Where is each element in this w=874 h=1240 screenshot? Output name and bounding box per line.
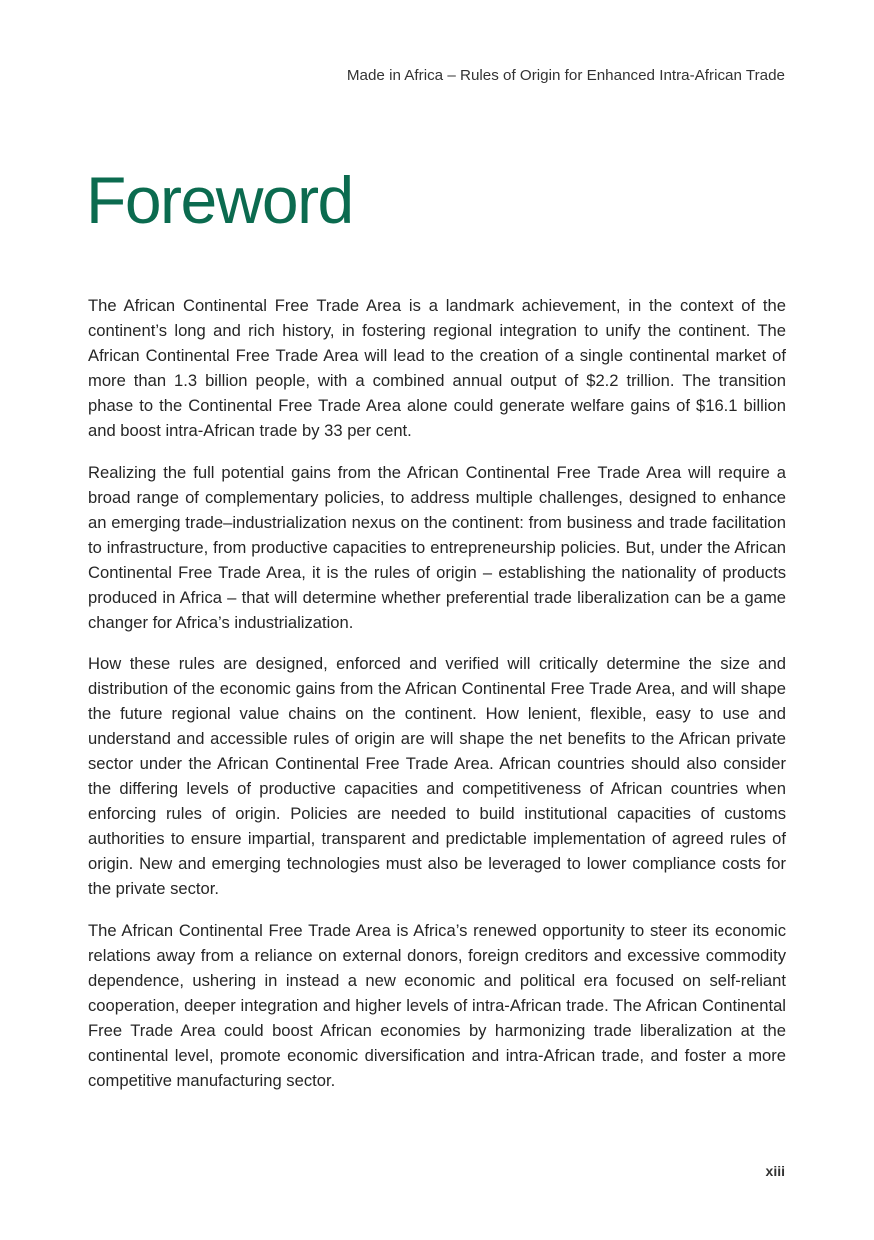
paragraph-2: Realizing the full potential gains from the African Continental Free Trade Area will require a broad range of complementary policies, to address multiple challenges, designed to enhance an emerging trade–industrialization nexus on the continent: from business and trade facilitation to infrastructure, from productive capacities to entrepreneurship policies. But, under the African Continental Free Trade Area, it is the rules of origin – establishing the nationality of products produced in Africa – that will determine whether preferential trade liberalization can be a game changer for Africa’s industrialization.: [88, 462, 786, 632]
running-header: Made in Africa – Rules of Origin for Enhanced Intra-African Trade: [346, 67, 785, 84]
paragraph-3: How these rules are designed, enforced and verified will critically determine the size and distribution of the economic gains from the African Continental Free Trade Area, and will shape the future regional value chains on the continent. How lenient, flexible, easy to use and understand and accessible rules of origin are will shape the net benefits to the African private sector under the African Continental Free Trade Area. African countries should also consider the differing levels of productive capacities and competitiveness of African countries when enforcing rules of origin. Policies are needed to build institutional capacities of customs authorities to ensure impartial, transparent and predictable implementation of agreed rules of origin. New and emerging technologies must also be leveraged to lower compliance costs for the private sector.: [88, 654, 786, 898]
page-title: Foreword: [86, 163, 353, 237]
paragraph-4: The African Continental Free Trade Area is Africa’s renewed opportunity to steer its economic relations away from a reliance on external donors, foreign creditors and excessive commodity dependence, ushering in instead a new economic and political era focused on self-reliant cooperation, deeper integration and higher levels of intra-African trade. The African Continental Free Trade Area could boost African economies by harmonizing trade liberalization at the continental level, promote economic diversification and intra-African trade, and foster a more competitive manufacturing sector.: [88, 920, 786, 1090]
paragraph-1: The African Continental Free Trade Area is a landmark achievement, in the context of the continent’s long and rich history, in fostering regional integration to unify the continent. The African Continental Free Trade Area will lead to the creation of a single continental market of more than 1.3 billion people, with a combined annual output of $2.2 trillion. The transition phase to the Continental Free Trade Area alone could generate welfare gains of $16.1 billion and boost intra-African trade by 33 per cent.: [88, 296, 786, 440]
body-text: [88, 293, 786, 1109]
page-number: xiii: [765, 1163, 785, 1179]
